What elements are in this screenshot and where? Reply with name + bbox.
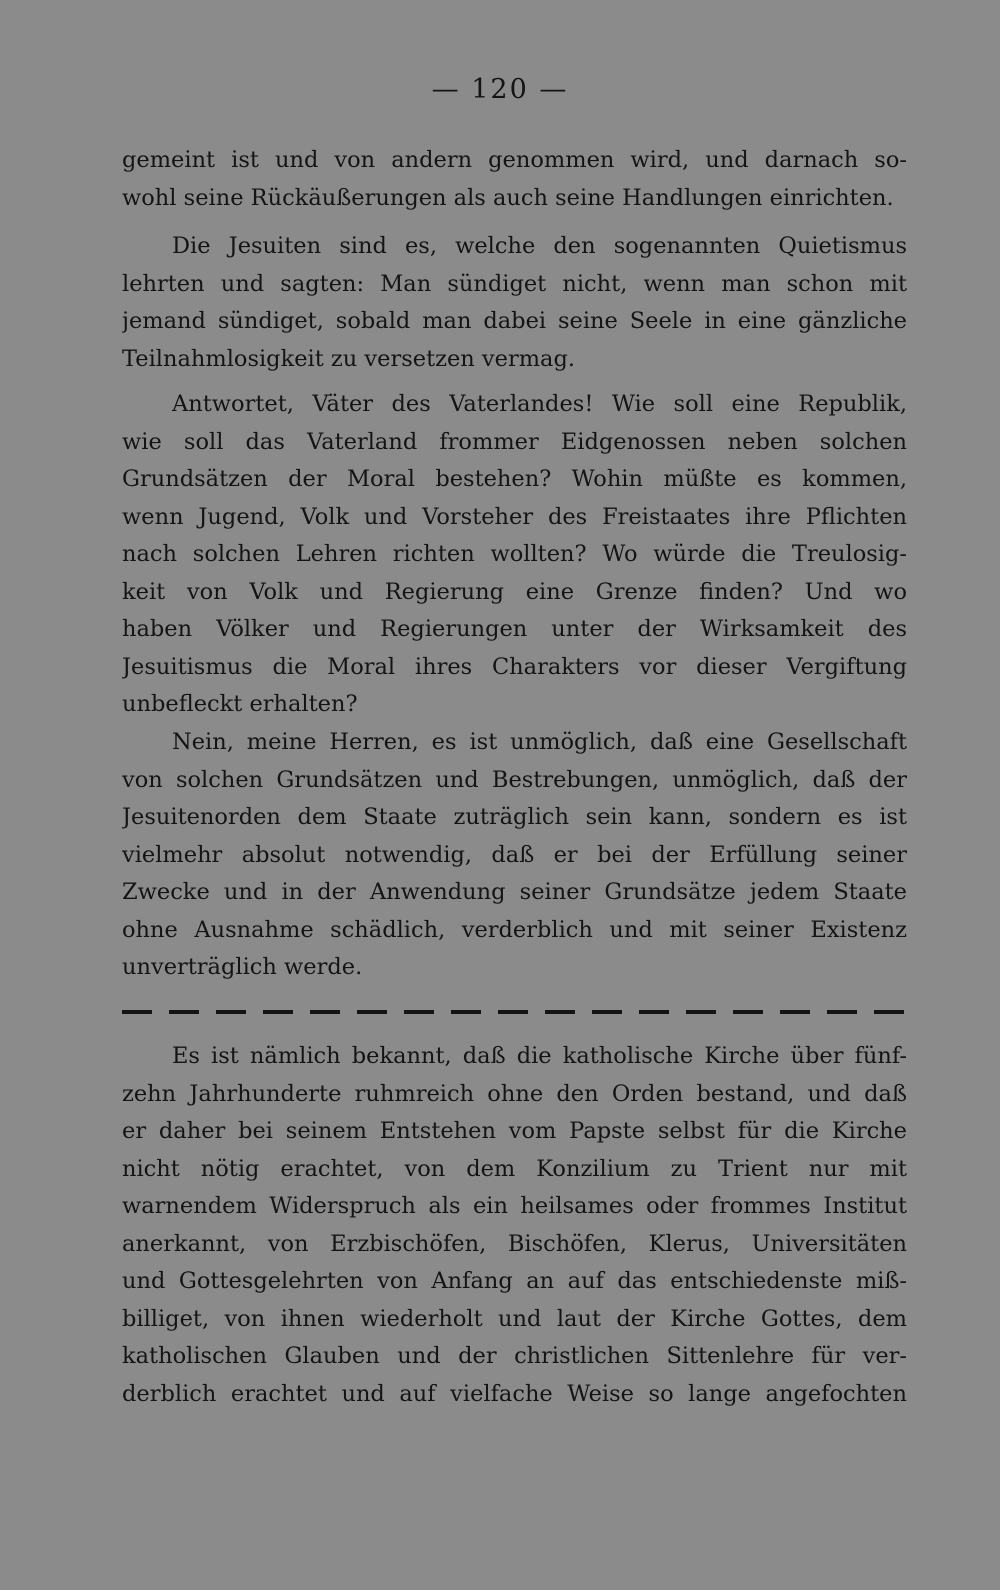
text-line: Jesuitismus die Moral ihres Charakters vor dieser Vergiftung <box>122 653 907 680</box>
text-line: keit von Volk und Regierung eine Grenze finden? Und wo <box>122 578 907 605</box>
text-line: unbefleckt erhalten? <box>122 691 358 717</box>
text-line: nach solchen Lehren richten wollten? Wo würde die Treulosig- <box>122 541 907 567</box>
text-line: Die Jesuiten sind es, welche den sogenannten Quietismus <box>172 233 907 259</box>
text-line: nicht nötig erachtet, von dem Konzilium zu Trient nur mit <box>122 1155 907 1182</box>
text-line: er daher bei seinem Entstehen vom Papste selbst für die Kirche <box>122 1118 907 1144</box>
text-line: Teilnahmlosigkeit zu versetzen vermag. <box>122 345 576 372</box>
text-line: Antwortet, Väter des Vaterlandes! Wie soll eine Republik, <box>172 391 907 417</box>
section-separator <box>122 1010 907 1014</box>
text-line: wohl seine Rückäußerungen als auch seine Handlungen einrichten. <box>122 184 894 211</box>
text-line: ohne Ausnahme schädlich, verderblich und mit seiner Existenz <box>122 916 907 943</box>
text-line: warnendem Widerspruch als ein heilsames oder frommes Institut <box>122 1193 907 1219</box>
text-line: Jesuitenorden dem Staate zuträglich sein kann, sondern es ist <box>122 804 907 830</box>
paragraph-quietismus <box>122 228 907 378</box>
text-line: haben Völker und Regierungen unter der Wirksamkeit des <box>122 616 907 642</box>
paragraph-continuation <box>122 142 907 217</box>
text-line: zehn Jahrhunderte ruhmreich ohne den Orden bestand, und daß <box>122 1080 907 1107</box>
text-line: vielmehr absolut notwendig, daß er bei der Erfüllung seiner <box>122 841 907 868</box>
text-line: und Gottesgelehrten von Anfang an auf das entschiedenste miß- <box>122 1268 907 1294</box>
text-line: Grundsätzen der Moral bestehen? Wohin müßte es kommen, <box>122 466 907 492</box>
text-line: derblich erachtet und auf vielfache Weise so lange angefochten <box>122 1380 907 1407</box>
text-line: Zwecke und in der Anwendung seiner Grundsätze jedem Staate <box>122 879 907 905</box>
text-line: billiget, von ihnen wiederholt und laut der Kirche Gottes, dem <box>122 1305 907 1332</box>
text-line: unverträglich werde. <box>122 954 363 980</box>
text-line: Es ist nämlich bekannt, daß die katholische Kirche über fünf- <box>172 1043 907 1069</box>
text-line: von solchen Grundsätzen und Bestrebungen, unmöglich, daß der <box>122 766 907 793</box>
text-line: Nein, meine Herren, es ist unmöglich, daß eine Gesellschaft <box>172 729 907 755</box>
text-line: anerkannt, von Erzbischöfen, Bischöfen, Klerus, Universitäten <box>122 1230 907 1257</box>
text-line: jemand sündiget, sobald man dabei seine Seele in eine gänzliche <box>122 308 907 334</box>
text-line: lehrten und sagten: Man sündiget nicht, wenn man schon mit <box>122 270 907 297</box>
text-line: katholischen Glauben und der christlichen Sittenlehre für ver- <box>122 1343 907 1369</box>
paragraph-kirche <box>122 1038 907 1413</box>
text-line: wie soll das Vaterland frommer Eidgenossen neben solchen <box>122 428 907 455</box>
paragraph-antwortet <box>122 386 907 724</box>
paragraph-nein <box>122 724 907 987</box>
page-number: — 120 — <box>431 74 569 105</box>
text-line: wenn Jugend, Volk und Vorsteher des Freistaates ihre Pflichten <box>122 503 907 530</box>
text-line: gemeint ist und von andern genommen wird, und darnach so- <box>122 147 907 173</box>
